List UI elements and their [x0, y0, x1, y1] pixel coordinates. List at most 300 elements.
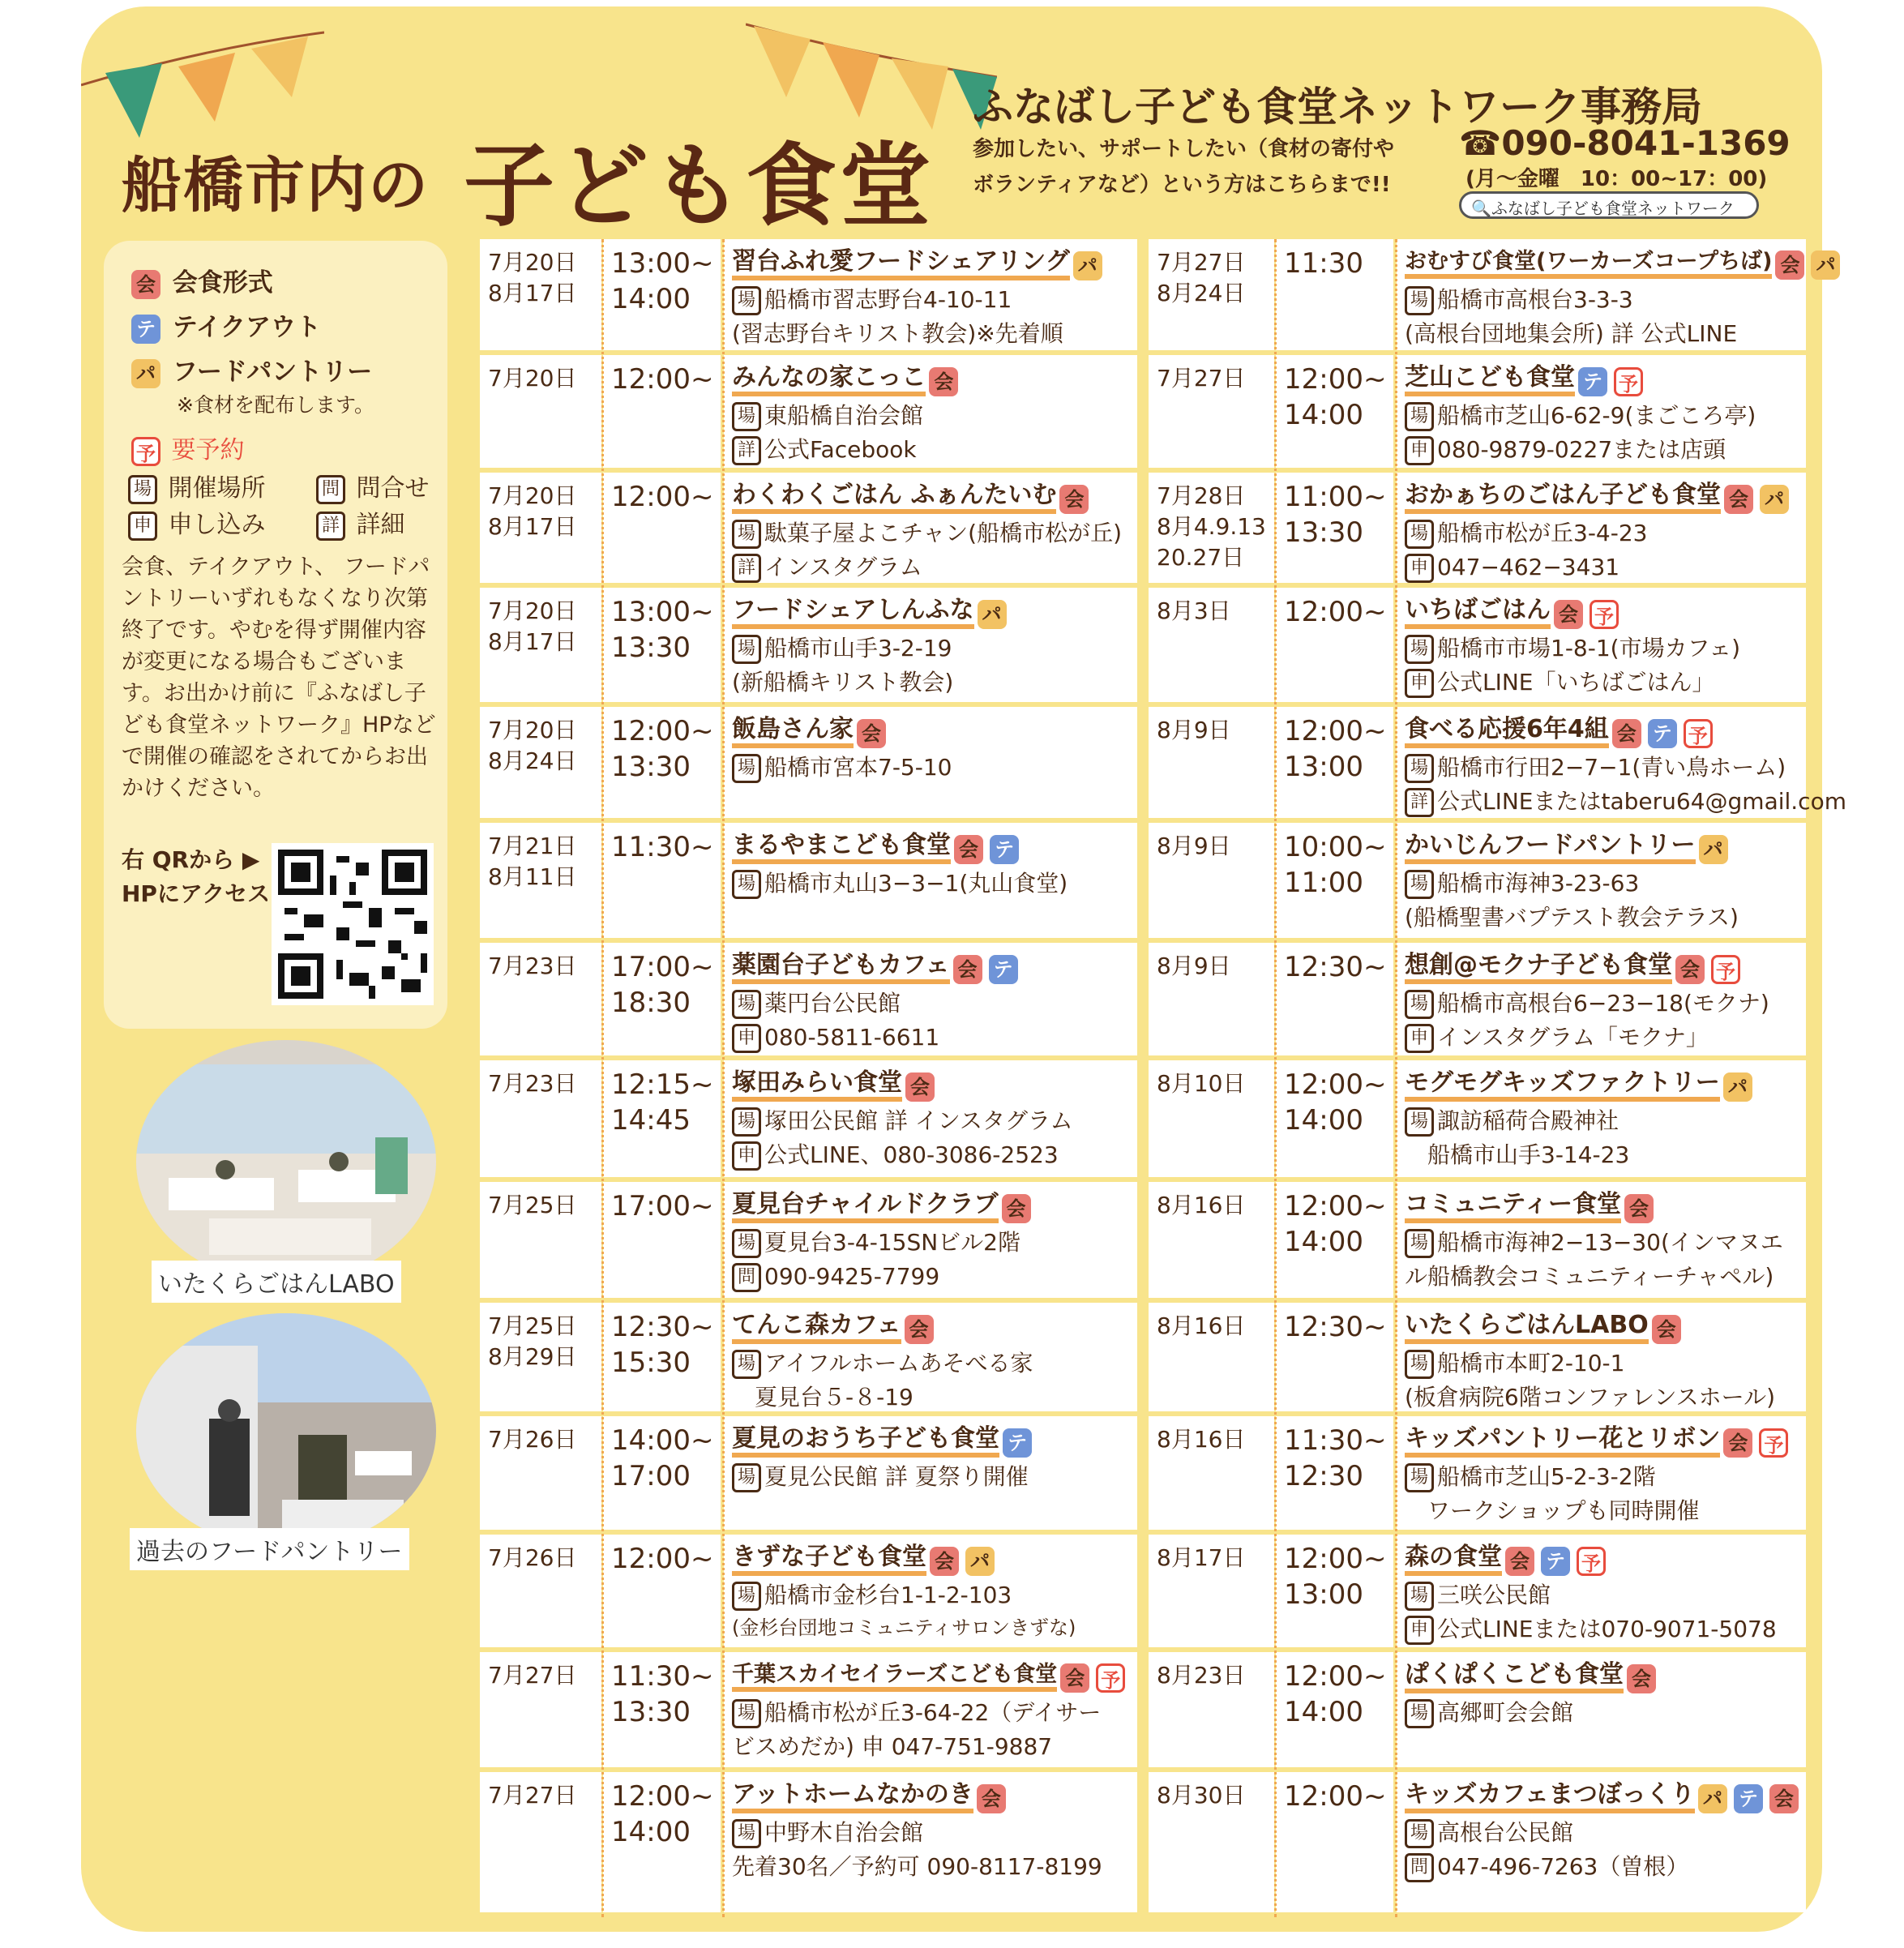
photo-caption-2: 過去のフードパントリー [130, 1528, 409, 1570]
photo-itakura-gohan-labo [136, 1040, 436, 1283]
event-name[interactable]: 千葉スカイセイラーズこども食堂 [732, 1662, 1057, 1692]
event-date: 7月25日 8月29日 [488, 1312, 577, 1370]
event-time: 12:00~ 13:00 [1284, 1543, 1387, 1611]
detail-icon-場: 場 [1405, 990, 1434, 1019]
detail-text: 公式Facebook [764, 436, 917, 463]
legend-kaishoku-label: 会食形式 [172, 268, 273, 298]
event-detail-line [1405, 1495, 1699, 1527]
detail-text: ワークショップも同時開催 [1405, 1497, 1700, 1524]
event-detail-line [732, 1105, 1073, 1137]
event-detail-line [1405, 1817, 1573, 1849]
event-time: 12:30~ [1284, 951, 1387, 983]
detail-text: 夏見台3-4-15SNビル2階 [764, 1229, 1020, 1256]
event-date: 7月20日 8月17日 [488, 482, 577, 540]
detail-icon-問: 問 [1405, 1853, 1434, 1882]
event-time: 17:00~ 18:30 [611, 951, 714, 1019]
event-time: 13:00~ 13:30 [611, 596, 714, 664]
detail-text: 090-9425-7799 [764, 1263, 940, 1290]
detail-text: 船橋市海神3-23-63 [1437, 870, 1640, 897]
event-badge-y: 予 [1614, 367, 1643, 396]
detail-text: 船橋市市場1-8-1(市場カフェ) [1437, 635, 1741, 661]
detail-icon-場: 場 [732, 402, 761, 431]
detail-icon-申: 申 [1405, 436, 1434, 465]
event-title-row [732, 1190, 1034, 1223]
event-title-row [732, 951, 1021, 984]
detail-text: 東船橋自治会館 [764, 402, 924, 429]
event-time: 11:30~ 13:30 [611, 1660, 714, 1728]
detail-icon-申: 申 [1405, 1024, 1434, 1053]
event-title-row [1405, 596, 1622, 629]
phone-number[interactable]: ☎090-8041-1369 [1459, 123, 1791, 163]
event-name[interactable]: 森の食堂 [1405, 1543, 1502, 1576]
photo-caption-1: いたくらごはんLABO [152, 1261, 401, 1303]
event-date: 7月20日 8月24日 [488, 717, 577, 774]
event-time: 11:00~ 13:30 [1284, 481, 1387, 549]
detail-text: 三咲公民館 [1437, 1582, 1551, 1608]
event-title-row [732, 831, 1022, 864]
legend-detail [316, 504, 405, 541]
event-detail-line [732, 1731, 1052, 1763]
event-time: 11:30~ 12:30 [1284, 1424, 1387, 1492]
detail-text: ビスめだか) 申 047-751-9887 [732, 1733, 1053, 1760]
event-badge-t: テ [1648, 719, 1677, 748]
event-name[interactable]: モグモグキッズファクトリー [1405, 1068, 1720, 1102]
detail-text: 船橋市丸山3−3−1(丸山食堂) [764, 870, 1068, 897]
event-detail-line [1405, 1261, 1774, 1293]
event-name[interactable]: フードシェアしんふな [732, 596, 974, 629]
event-detail-line [732, 551, 922, 584]
column-divider [601, 239, 604, 1917]
event-detail-line [732, 987, 901, 1020]
detail-text: (金杉台団地コミュニティサロンきずな) [732, 1616, 1076, 1639]
event-date: 8月30日 [1157, 1782, 1246, 1809]
event-detail-line [1405, 434, 1726, 466]
event-name[interactable]: キッズカフェまつぼっくり [1405, 1780, 1695, 1813]
detail-icon-場: 場 [1405, 520, 1434, 549]
detail-badge: 詳 [316, 512, 345, 541]
detail-text: (板倉病院6階コンファレンスホール) [1405, 1384, 1776, 1411]
event-badge-k: 会 [1060, 1663, 1089, 1693]
event-name[interactable]: きずな子ども食堂 [732, 1543, 926, 1576]
detail-text: 船橋市行田2−7−1(青い鳥ホーム) [1437, 754, 1786, 781]
detail-text: 公式LINE、080-3086-2523 [764, 1141, 1059, 1168]
detail-text: 船橋市松が丘3-64-22（デイサー [764, 1699, 1102, 1726]
event-name[interactable]: 飯島さん家 [732, 715, 854, 748]
event-badge-t: テ [1578, 367, 1607, 396]
detail-icon-場: 場 [732, 286, 761, 315]
detail-text: 薬円台公民館 [764, 990, 901, 1017]
event-badge-t: テ [989, 955, 1018, 984]
event-badge-k: 会 [1675, 955, 1705, 984]
event-time: 12:30~ [1284, 1311, 1387, 1343]
event-date: 7月27日 [488, 1662, 577, 1689]
detail-text: 047−462−3431 [1437, 554, 1620, 580]
event-date: 7月20日 8月17日 [488, 249, 577, 306]
event-badge-p: パ [1811, 250, 1840, 280]
event-detail-line [732, 1817, 923, 1849]
detail-icon-場: 場 [732, 635, 761, 664]
event-date: 7月26日 [488, 1426, 577, 1453]
event-time: 12:00~ 14:00 [1284, 363, 1387, 431]
event-detail-line [1405, 1021, 1709, 1054]
event-time: 12:00~ [1284, 596, 1387, 628]
legend-pantry-note: ※食材を配布します。 [177, 393, 374, 417]
event-title-row [1405, 715, 1716, 748]
event-badge-k: 会 [905, 1072, 935, 1102]
event-time: 12:00~ [1284, 1780, 1387, 1813]
detail-icon-場: 場 [1405, 1463, 1434, 1492]
detail-text: 080-5811-6611 [764, 1024, 940, 1051]
event-detail-line [732, 284, 1012, 316]
detail-icon-場: 場 [732, 1582, 761, 1611]
detail-text: 船橋市山手3-14-23 [1405, 1141, 1630, 1168]
detail-icon-場: 場 [1405, 870, 1434, 899]
event-badge-p: パ [1760, 485, 1789, 514]
event-badge-p: パ [1699, 835, 1728, 864]
event-date: 8月9日 [1157, 953, 1231, 979]
detail-text: 船橋市松が丘3-4-23 [1437, 520, 1648, 546]
detail-icon-申: 申 [732, 1024, 761, 1053]
detail-text: 諏訪稲荷合殿神社 [1437, 1107, 1619, 1134]
event-time: 12:00~ 13:30 [611, 715, 714, 783]
detail-icon-場: 場 [1405, 1229, 1434, 1258]
event-name[interactable]: まるやまこども食堂 [732, 831, 951, 864]
event-badge-k: 会 [1627, 1664, 1656, 1693]
detail-text: 船橋市習志野台4-10-11 [764, 286, 1012, 313]
event-badge-k: 会 [1724, 485, 1753, 514]
detail-text: 047-496-7263（曽根） [1437, 1853, 1689, 1880]
event-detail-line [732, 867, 1068, 900]
event-detail-line [732, 1347, 1033, 1380]
legend-note: 会食、テイクアウト、 フードパントリーいずれもなくなり次第終了です。やむを得ず開催内容が変更になる場合もございます。お出かけ前に『ふなばし子ども食堂ネットワーク』HPなどで開催の確認をされてからお出かけください。 [122, 554, 436, 801]
event-badge-p: パ [1073, 251, 1102, 280]
event-detail-line [1405, 1105, 1619, 1137]
detail-text: 船橋市山手3-2-19 [764, 635, 952, 661]
detail-text: 先着30名／予約可 090-8117-8199 [732, 1853, 1102, 1880]
event-name[interactable]: 薬園台子どもカフェ [732, 951, 950, 984]
event-title-row [1405, 1190, 1657, 1223]
event-detail-line [1405, 1139, 1629, 1171]
event-time: 12:00~ 14:00 [1284, 1660, 1387, 1728]
event-title-row [732, 363, 961, 396]
event-date: 7月23日 [488, 1070, 577, 1097]
event-title-row [1405, 481, 1792, 514]
event-badge-k: 会 [930, 1547, 959, 1576]
event-name[interactable]: 芝山こども食堂 [1405, 363, 1575, 396]
qr-text-2: HPにアクセス [122, 880, 271, 907]
event-time: 11:30~ [611, 831, 714, 863]
qr-instructions [122, 843, 270, 911]
event-time: 12:30~ 15:30 [611, 1311, 714, 1379]
event-detail-line [732, 318, 1063, 350]
event-badge-y: 予 [1711, 955, 1740, 984]
title-prefix: 船橋市内の [122, 151, 430, 220]
takeout-badge: テ [131, 315, 160, 344]
event-detail-line [1405, 284, 1633, 316]
event-detail-line [732, 517, 1122, 550]
event-badge-t: テ [990, 835, 1019, 864]
event-time: 13:00~ 14:00 [611, 247, 714, 315]
event-time: 11:30 [1284, 247, 1363, 280]
legend-pantry [128, 351, 372, 388]
detail-text: 駄菓子屋よこチャン(船橋市松が丘) [764, 520, 1123, 546]
event-detail-line [732, 666, 953, 699]
event-detail-line [1405, 1613, 1777, 1646]
event-date: 8月3日 [1157, 597, 1231, 624]
event-detail-line [1405, 318, 1737, 350]
detail-text: 船橋市本町2-10-1 [1437, 1350, 1625, 1376]
event-title-row [732, 481, 1092, 514]
event-time: 12:15~ 14:45 [611, 1068, 714, 1137]
event-time: 12:00~ [611, 1543, 714, 1575]
event-date: 7月27日 [1157, 365, 1246, 392]
detail-icon-場: 場 [1405, 754, 1434, 783]
event-detail-line [732, 1613, 1076, 1642]
event-title-row [732, 1660, 1128, 1693]
detail-icon-場: 場 [1405, 1350, 1434, 1379]
detail-text: 公式LINE「いちばごはん」 [1437, 669, 1715, 696]
event-detail-line [1405, 400, 1756, 432]
legend-place-label: 開催場所 [168, 474, 266, 503]
event-title-row [732, 1311, 937, 1344]
apply-badge: 申 [128, 512, 157, 541]
event-title-row [732, 1424, 1035, 1458]
event-name[interactable]: キッズパントリー花とリボン [1405, 1424, 1720, 1458]
event-detail-line [1405, 517, 1647, 550]
detail-text: インスタグラム [764, 554, 922, 580]
event-badge-p: パ [1723, 1072, 1752, 1102]
legend-inquiry [316, 468, 430, 504]
event-date: 7月25日 [488, 1192, 577, 1218]
event-date: 8月9日 [1157, 717, 1231, 743]
event-badge-y: 予 [1590, 600, 1619, 629]
event-name[interactable]: かいじんフードパントリー [1405, 831, 1696, 864]
event-time: 12:00~ 14:00 [1284, 1068, 1387, 1137]
support-text [973, 131, 1427, 203]
detail-text: 夏見台５-８-19 [732, 1384, 913, 1411]
event-badge-k: 会 [929, 367, 958, 396]
event-name[interactable]: 食べる応援6年4組 [1405, 715, 1609, 748]
event-detail-line [1405, 1697, 1573, 1729]
event-name[interactable]: わくわくごはん ふぁんたいむ [732, 481, 1056, 514]
detail-text: 船橋市芝山5-2-3-2階 [1437, 1463, 1656, 1490]
event-time: 12:00~ 14:00 [611, 1780, 714, 1848]
event-date: 7月27日 [488, 1782, 577, 1809]
event-name[interactable]: コミュニティー食堂 [1405, 1190, 1621, 1223]
event-badge-k: 会 [1652, 1315, 1681, 1344]
place-badge: 場 [128, 475, 157, 504]
event-title-row [1405, 1068, 1756, 1102]
event-detail-line [1405, 1579, 1551, 1612]
detail-icon-場: 場 [732, 870, 761, 899]
detail-icon-場: 場 [732, 1699, 761, 1728]
detail-text: 高根台公民館 [1437, 1819, 1574, 1846]
event-detail-line [732, 1697, 1101, 1729]
event-detail-line [1405, 867, 1639, 900]
detail-text: 塚田公民館 詳 インスタグラム [764, 1107, 1073, 1134]
event-date: 7月20日 8月17日 [488, 597, 577, 655]
detail-text: 船橋市高根台6−23−18(モクナ) [1437, 990, 1769, 1017]
event-badge-k: 会 [1059, 485, 1089, 514]
detail-text: 公式LINEまたはtaberu64@gmail.com [1437, 788, 1846, 815]
event-time: 12:00~ 14:00 [1284, 1190, 1387, 1258]
event-badge-t: テ [1541, 1547, 1570, 1576]
event-detail-line [732, 434, 917, 466]
detail-text: (高根台団地集会所) 詳 公式LINE [1405, 320, 1738, 347]
detail-icon-詳: 詳 [1405, 788, 1434, 817]
event-badge-k: 会 [1769, 1784, 1799, 1813]
event-date: 8月17日 [1157, 1544, 1246, 1571]
event-detail-line [732, 1579, 1012, 1612]
event-title-row [732, 1068, 938, 1102]
event-badge-y: 予 [1096, 1663, 1125, 1693]
event-title-row [1405, 1311, 1684, 1344]
detail-icon-場: 場 [732, 520, 761, 549]
detail-text: 中野木自治会館 [764, 1819, 924, 1846]
event-name[interactable]: 習台ふれ愛フードシェアリング [732, 247, 1070, 280]
legend-kaishoku [128, 262, 273, 299]
event-badge-k: 会 [977, 1784, 1006, 1813]
detail-icon-場: 場 [732, 1229, 761, 1258]
pantry-badge: パ [131, 359, 160, 388]
event-title-row [732, 247, 1106, 280]
legend-reserve [128, 430, 245, 466]
detail-text: インスタグラム「モクナ」 [1437, 1024, 1709, 1051]
event-name[interactable]: おむすび食堂(ワーカーズコープちば) [1405, 249, 1772, 279]
detail-icon-場: 場 [732, 990, 761, 1019]
detail-icon-場: 場 [732, 1819, 761, 1848]
event-name[interactable]: おかぁちのごはん子ども食堂 [1405, 481, 1721, 514]
detail-text: ル船橋教会コミュニティーチャペル) [1405, 1263, 1774, 1290]
legend-reserve-label: 要予約 [171, 436, 245, 465]
event-badge-y: 予 [1577, 1547, 1606, 1576]
event-badge-k: 会 [1612, 719, 1641, 748]
detail-icon-場: 場 [1405, 286, 1434, 315]
search-box[interactable] [1459, 191, 1759, 219]
event-badge-k: 会 [1775, 250, 1804, 280]
event-title-row [732, 1780, 1009, 1813]
detail-text: 船橋市金杉台1-1-2-103 [764, 1582, 1012, 1608]
event-date: 7月23日 [488, 953, 577, 979]
event-name[interactable]: 夏見台チャイルドクラブ [732, 1190, 999, 1223]
detail-icon-詳: 詳 [732, 436, 761, 465]
office-hours: (月～金曜 10：00~17：00) [1465, 167, 1768, 191]
event-title-row [1405, 363, 1646, 396]
reserve-badge: 予 [131, 437, 160, 466]
event-time: 12:00~ 13:00 [1284, 715, 1387, 783]
event-detail-line [1405, 1227, 1783, 1259]
legend-pantry-label: フードパントリー [172, 357, 373, 387]
event-detail-line [732, 1227, 1020, 1259]
event-date: 7月27日 8月24日 [1157, 249, 1246, 306]
schedule-table [480, 239, 1846, 1917]
detail-icon-場: 場 [732, 1463, 761, 1492]
detail-text: 高郷町会会館 [1437, 1699, 1574, 1726]
column-divider [722, 239, 725, 1917]
event-title-row [732, 596, 1010, 629]
detail-text: アイフルホームあそべる家 [764, 1350, 1033, 1376]
kaishoku-badge: 会 [131, 270, 160, 299]
detail-icon-場: 場 [1405, 1582, 1434, 1611]
event-badge-k: 会 [1723, 1428, 1752, 1458]
legend-detail-label: 詳細 [356, 511, 405, 539]
detail-icon-場: 場 [1405, 635, 1434, 664]
event-name[interactable]: 塚田みらい食堂 [732, 1068, 902, 1102]
event-date: 8月16日 [1157, 1192, 1246, 1218]
event-name[interactable]: アットホームなかのき [732, 1780, 973, 1813]
detail-icon-場: 場 [1405, 402, 1434, 431]
event-detail-line [732, 1139, 1059, 1171]
support-text-line-1: 参加したい、サポートしたい（食材の寄付や [973, 137, 1395, 161]
event-badge-k: 会 [953, 955, 982, 984]
event-badge-t: テ [1003, 1428, 1032, 1458]
event-name[interactable]: みんなの家こっこ [732, 363, 926, 396]
search-label: ふなばし子ども食堂ネットワーク [1491, 199, 1735, 218]
event-title-row [1405, 1660, 1659, 1693]
event-date: 7月20日 [488, 365, 577, 392]
event-title-row [732, 1543, 998, 1576]
event-name[interactable]: いたくらごはんLABO [1405, 1311, 1649, 1344]
event-name[interactable]: ぱくぱくこども食堂 [1405, 1660, 1624, 1693]
event-badge-p: パ [1698, 1784, 1727, 1813]
bunting-left-decoration [81, 16, 324, 138]
event-detail-line [732, 1261, 939, 1293]
event-name[interactable]: 想創@モクナ子ども食堂 [1405, 951, 1672, 984]
detail-text: 夏見公民館 詳 夏祭り開催 [764, 1463, 1029, 1490]
event-badge-t: テ [1734, 1784, 1763, 1813]
event-detail-line [732, 632, 952, 665]
event-name[interactable]: てんこ森カフェ [732, 1311, 901, 1344]
event-name[interactable]: いちばごはん [1405, 596, 1551, 629]
event-detail-line [1405, 666, 1715, 699]
event-detail-line [1405, 987, 1769, 1020]
event-date: 8月16日 [1157, 1426, 1246, 1453]
event-title-row [1405, 247, 1843, 280]
event-name[interactable]: 夏見のおうち子ども食堂 [732, 1424, 999, 1458]
detail-text: 船橋市芝山6-62-9(まごころ亭) [1437, 402, 1756, 429]
detail-text: 080-9879-0227または店頭 [1437, 436, 1726, 463]
detail-text: (新船橋キリスト教会) [732, 669, 954, 696]
event-time: 10:00~ 11:00 [1284, 831, 1387, 899]
detail-icon-場: 場 [1405, 1819, 1434, 1848]
qr-code[interactable] [272, 843, 434, 1005]
photo-food-pantry [136, 1313, 436, 1548]
event-title-row [1405, 951, 1744, 984]
legend-inquiry-label: 問合せ [356, 474, 430, 503]
event-date: 8月23日 [1157, 1662, 1246, 1689]
event-title-row [732, 715, 889, 748]
event-badge-k: 会 [954, 835, 983, 864]
detail-icon-場: 場 [1405, 1699, 1434, 1728]
event-detail-line [1405, 786, 1846, 818]
event-detail-line [1405, 1347, 1624, 1380]
event-time: 14:00~ 17:00 [611, 1424, 714, 1492]
event-detail-line [732, 400, 923, 432]
event-badge-y: 予 [1759, 1428, 1788, 1458]
detail-icon-申: 申 [1405, 1616, 1434, 1645]
event-badge-k: 会 [857, 719, 886, 748]
event-date: 7月26日 [488, 1544, 577, 1571]
detail-icon-場: 場 [1405, 1107, 1434, 1137]
detail-icon-申: 申 [1405, 669, 1434, 698]
detail-text: 船橋市宮本7-5-10 [764, 754, 952, 781]
event-detail-line [1405, 751, 1786, 784]
column-divider [1395, 239, 1397, 1917]
event-detail-line [1405, 551, 1619, 584]
event-badge-k: 会 [1624, 1194, 1654, 1223]
event-title-row [1405, 1543, 1609, 1576]
page-title: 子ども食堂 [464, 134, 934, 239]
